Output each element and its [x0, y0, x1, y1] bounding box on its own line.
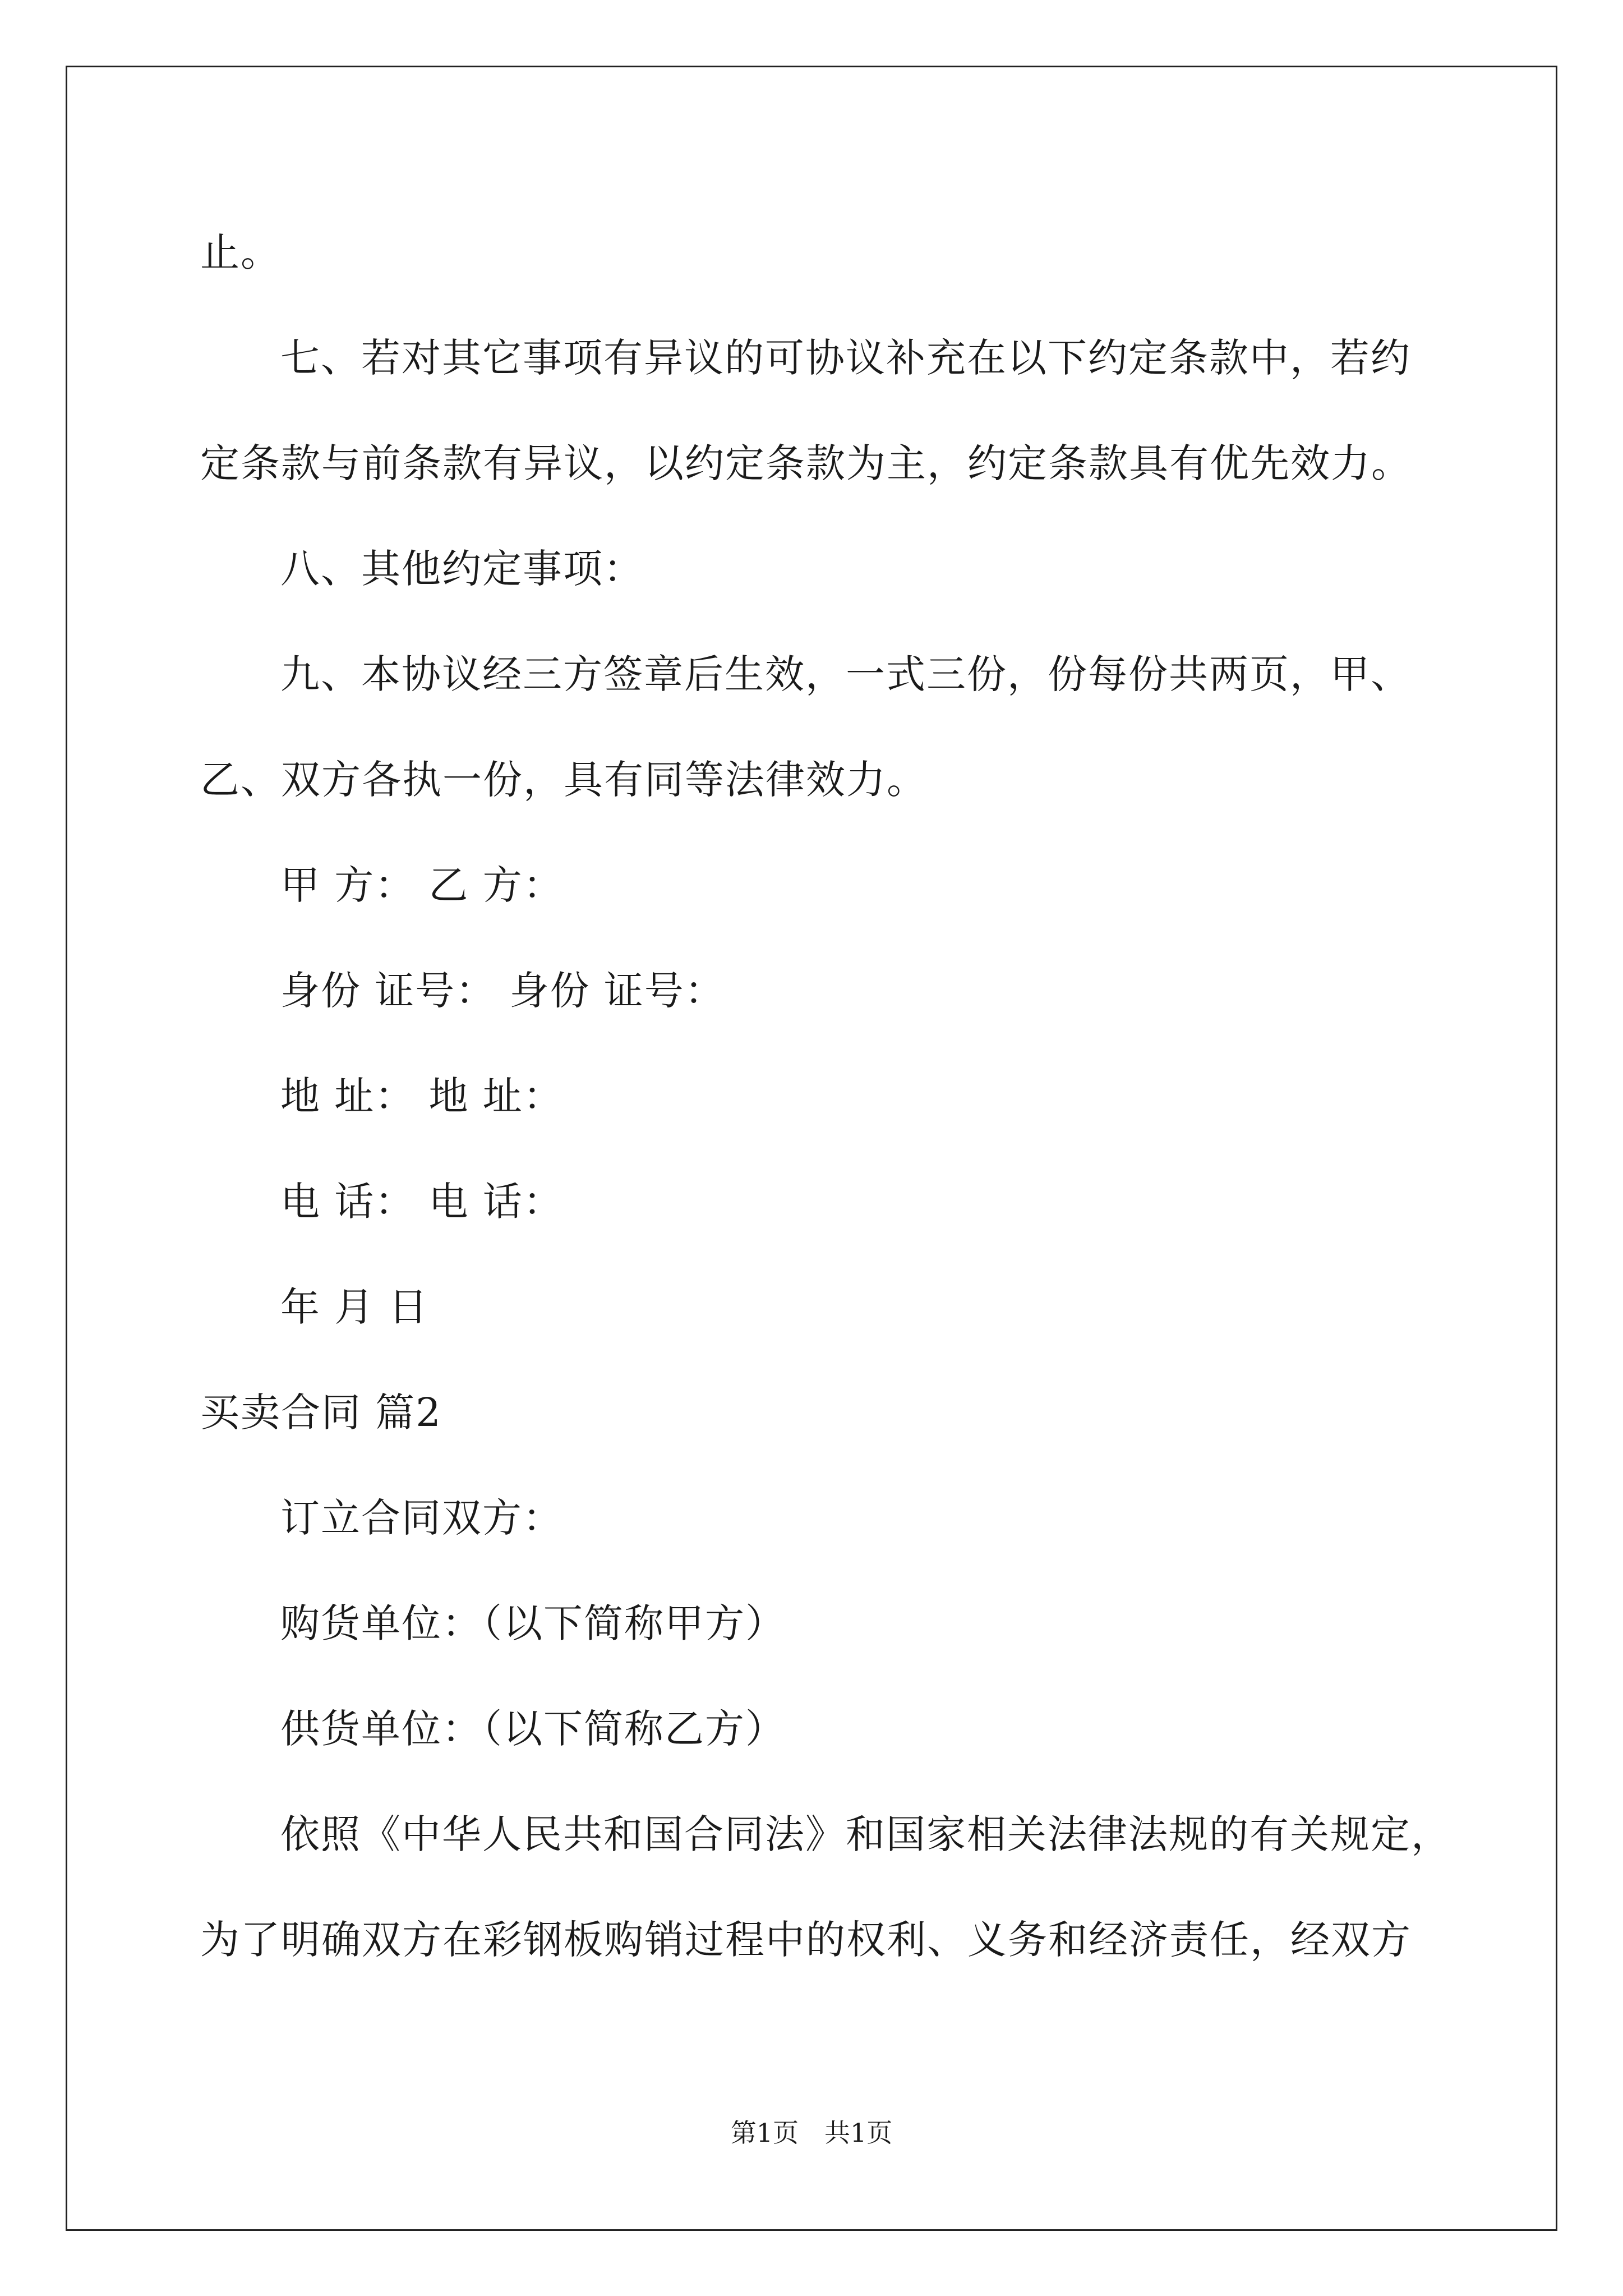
text-line: 七、若对其它事项有异议的可协议补充在以下约定条款中，若约	[280, 335, 1411, 381]
page-number-footer: 第1页 共1页	[730, 2118, 893, 2148]
text-line: 九、本协议经三方签章后生效，一式三份，份每份共两页，甲、	[280, 651, 1411, 697]
text-line: 定条款与前条款有异议，以约定条款为主，约定条款具有优先效力。	[200, 440, 1412, 486]
text-line: 为了明确双方在彩钢板购销过程中的权利、义务和经济责任，经双方	[200, 1917, 1412, 1963]
text-line: 乙、双方各执一份，具有同等法律效力。	[200, 757, 927, 803]
signature-address-line: 地 址： 地 址：	[280, 1073, 564, 1119]
text-line: 购货单位：（以下简称甲方）	[280, 1600, 786, 1646]
text-line: 止。	[200, 229, 281, 275]
signature-phone-line: 电 话： 电 话：	[280, 1179, 564, 1225]
text-line: 供货单位：（以下简称乙方）	[280, 1706, 786, 1752]
text-line: 依照《中华人民共和国合同法》和国家相关法律法规的有关规定，	[280, 1811, 1451, 1857]
section-heading: 买卖合同 篇2	[200, 1389, 442, 1435]
text-line: 订立合同双方：	[280, 1495, 563, 1541]
text-line: 八、其他约定事项：	[280, 546, 644, 592]
signature-date-line: 年 月 日	[280, 1284, 429, 1330]
signature-party-line: 甲 方： 乙 方：	[280, 862, 564, 908]
signature-id-line: 身份 证号： 身份 证号：	[280, 968, 725, 1014]
